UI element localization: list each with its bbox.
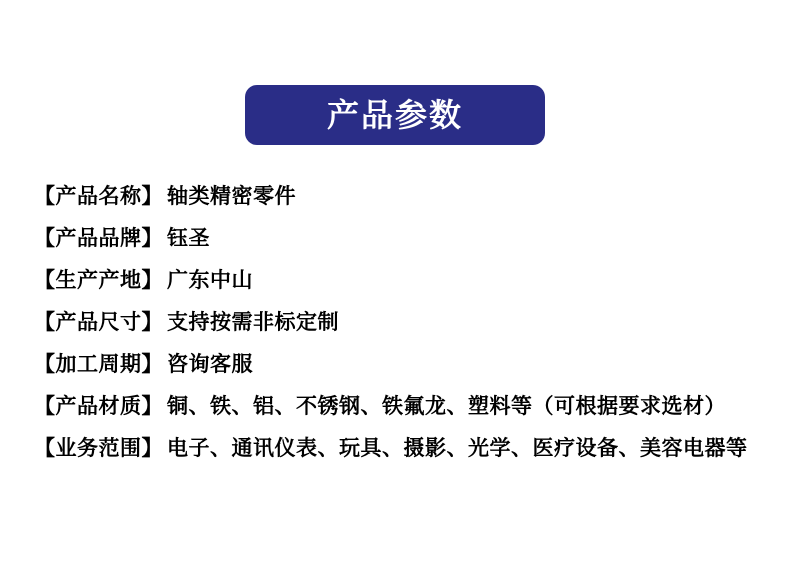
param-value: 电子、通讯仪表、玩具、摄影、光学、医疗设备、美容电器等 [167,437,748,460]
param-value: 咨询客服 [167,353,253,376]
param-label: 【产品材质】 [34,395,163,418]
param-label: 【生产产地】 [34,269,163,292]
param-row-material [34,384,770,426]
param-label: 【产品尺寸】 [34,311,163,334]
param-row-product-name [34,174,770,216]
param-value: 钰圣 [167,227,210,250]
param-value: 广东中山 [167,269,253,292]
param-list [34,174,770,468]
param-label: 【产品名称】 [34,185,163,208]
param-label: 【产品品牌】 [34,227,163,250]
param-value: 支持按需非标定制 [167,311,339,334]
param-value: 轴类精密零件 [167,185,296,208]
param-row-lead-time [34,342,770,384]
section-title-banner [245,85,545,145]
section-title: 产品参数 [326,97,463,133]
param-row-brand [34,216,770,258]
param-label: 【业务范围】 [34,437,163,460]
param-value: 铜、铁、铝、不锈钢、铁氟龙、塑料等（可根据要求选材） [167,395,726,418]
param-row-origin [34,258,770,300]
param-label: 【加工周期】 [34,353,163,376]
param-row-business-scope [34,426,770,468]
param-row-size [34,300,770,342]
